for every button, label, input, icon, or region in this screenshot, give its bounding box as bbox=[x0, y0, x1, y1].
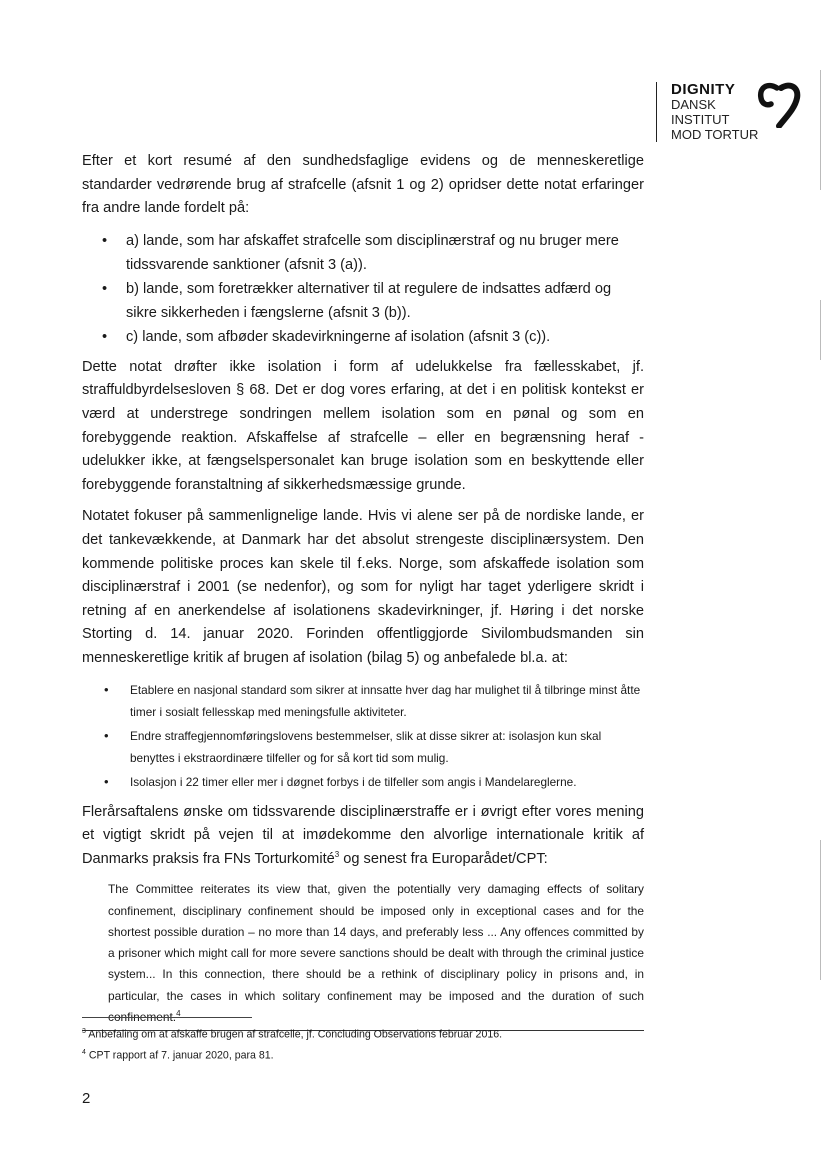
footnote-3 bbox=[82, 1023, 682, 1044]
ombudsman-recommendations-list bbox=[82, 679, 644, 793]
list-item: • c) lande, som afbøder skadevirkningerne af isolation (afsnit 3 (c)). bbox=[82, 325, 644, 349]
dignity-logo bbox=[656, 82, 758, 142]
logo-line-3: MOD TORTUR bbox=[671, 127, 759, 142]
scan-edge-mark bbox=[820, 300, 821, 360]
page-number: 2 bbox=[82, 1090, 91, 1107]
document-body bbox=[82, 150, 644, 1031]
dignity-heart-icon bbox=[757, 82, 801, 128]
footnote-num: 4 bbox=[82, 1048, 86, 1056]
list-item: • Endre straffegjennomføringslovens bestemmelser, slik at disse sikrer at: isolasjon kun skal benyttes i ekstraordinære tilfeller og for så kort tid som mulig. bbox=[82, 725, 644, 769]
agreement-text-end: og senest fra Europarådet/CPT: bbox=[339, 850, 548, 867]
list-item: • b) lande, som foretrækker alternativer til at regulere de indsattes adfærd og sikre sikkerheden i fængslerne (afsnit 3 (b)). bbox=[82, 277, 644, 325]
footnote-ref-4: 4 bbox=[176, 1009, 181, 1019]
list-item: • Isolasjon i 22 timer eller mer i døgnet forbys i de tilfeller som angis i Mandelareglerne. bbox=[82, 771, 644, 793]
list-item: • Etablere en nasjonal standard som sikrer at innsatte hver dag har mulighet til å tilbringe minst åtte timer i sosialt fellesskap med meningsfulle aktiviteter. bbox=[82, 679, 644, 723]
list-item: • a) lande, som har afskaffet strafcelle som disciplinærstraf og nu bruger mere tidssvarende sanktioner (afsnit 3 (a)). bbox=[82, 229, 644, 277]
footnotes bbox=[82, 1023, 682, 1064]
footnote-4 bbox=[82, 1044, 682, 1065]
footnote-text: Anbefaling om at afskaffe brugen af strafcelle, jf. Concluding Observations februar 2016. bbox=[85, 1028, 503, 1041]
isolation-paragraph: Dette notat drøfter ikke isolation i form af udelukkelse fra fællesskabet, jf. straffuldbyrdelsesloven § 68. Det er dog vores erfaring, at det i en politisk kontekst er værd at understrege sondringen mellem isolation som en pønal og som en forebyggende reaktion. Afskaffelse af strafcelle – eller en begrænsning heraf - udelukker ikke, at fængselspersonalet kan bruge isolation som en beskyttende eller forebyggende foranstaltning af sikkerhedsmæssige grunde. bbox=[82, 358, 644, 493]
country-categories-list bbox=[82, 229, 644, 349]
agreement-text: Flerårsaftalens ønske om tidssvarende disciplinærstraffe er i øvrigt efter vores mening et vigtigt skridt på vejen til at imødekomme den alvorlige internationale kritik af Danmarks praksis fra FNs Torturkomité bbox=[82, 803, 644, 867]
footnote-ref-3: 3 bbox=[334, 849, 340, 859]
scan-edge-mark bbox=[820, 70, 821, 190]
nordic-paragraph: Notatet fokuser på sammenlignelige lande. Hvis vi alene ser på de nordiske lande, er det tankevækkende, at Danmark har det absolut strengeste disciplinærsystem. Den kommende politiske proces kan skele til f.eks. Norge, som afskaffede isolation som disciplinærstraf i 2001 (se nedenfor), og som for nyligt har taget yderligere skridt i retning af en anerkendelse af isolationens skadevirkninger, jf. Høring i det norske Storting d. 14. januar 2020. Forinden offentliggjorde Sivilombudsmanden sin menneskeretlige kritik af brugen af isolation (bilag 5) og anbefalede bl.a. at: bbox=[82, 508, 644, 666]
logo-brand: DIGNITY bbox=[671, 81, 736, 98]
scan-edge-mark bbox=[820, 840, 821, 980]
quote-text: The Committee reiterates its view that, given the potentially very damaging effects of solitary confinement, disciplinary confinement should be imposed only in exceptional cases and for the shortest possible duration – no more than 14 days, and preferably less ... Any offences committed by a prisoner which might call for more severe sanctions should be dealt with through the criminal justice system... In this connection, there should be a rethink of disciplinary policy in prisons and, in particular, the cases in which solitary confinement may be imposed and the duration of such confinement. bbox=[108, 882, 644, 1025]
intro-paragraph: Efter et kort resumé af den sundhedsfaglige evidens og de menneskeretlige standarder vedrørende brug af strafcelle (afsnit 1 og 2) opridser dette notat erfaringer fra andre lande fordelt på: bbox=[82, 153, 644, 217]
footnote-divider bbox=[82, 1017, 252, 1018]
logo-line-1: DANSK bbox=[671, 97, 716, 112]
footnote-text: CPT rapport af 7. januar 2020, para 81. bbox=[85, 1049, 274, 1062]
logo-line-2: INSTITUT bbox=[671, 112, 730, 127]
footnote-num: 3 bbox=[82, 1028, 86, 1035]
cpt-quote bbox=[82, 879, 644, 1031]
agreement-paragraph bbox=[82, 801, 644, 872]
